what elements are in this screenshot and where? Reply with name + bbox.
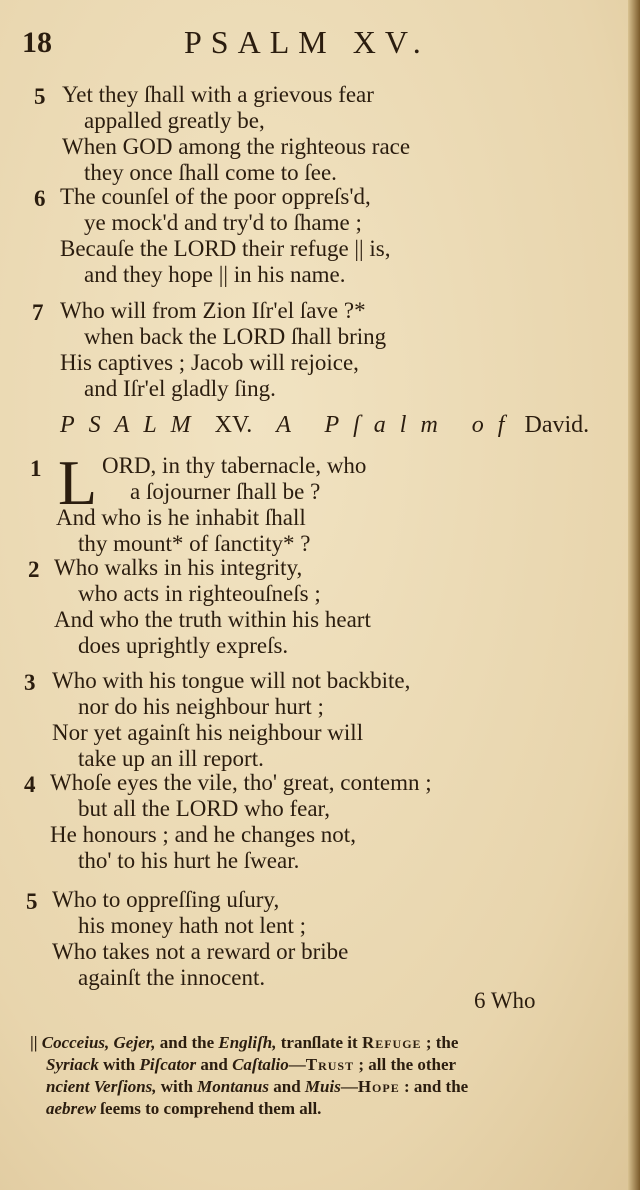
catchword: 6 Who [474, 988, 536, 1013]
psalm-heading-subtitle: A Pſalm of [276, 412, 519, 438]
verse-line: his money hath not lent ; [78, 913, 307, 938]
verse-line: nor do his neighbour hurt ; [78, 694, 324, 719]
verse-line: tho' to his hurt he ſwear. [78, 848, 300, 873]
verse-line: Who with his tongue will not backbite, [52, 668, 411, 693]
footnote-text: and [196, 1055, 233, 1074]
footnote-text: Cocceius, Gejer, [41, 1033, 156, 1052]
footnote-text: and [268, 1077, 305, 1096]
footnote-text: Refuge [361, 1033, 422, 1052]
footnote-line [46, 1098, 321, 1120]
verse-line: Who to oppreſſing uſury, [52, 887, 280, 912]
verse-line: they once ſhall come to ſee. [84, 160, 337, 185]
footnote-line [46, 1076, 468, 1098]
verse-line: who acts in righteouſneſs ; [78, 581, 321, 606]
footnote-text: with [98, 1055, 140, 1074]
verse-number: 2 [28, 557, 40, 582]
footnote-text: Hope [357, 1077, 400, 1096]
psalm-heading [60, 412, 589, 439]
verse-line: Becauſe the LORD their refuge || is, [60, 236, 391, 261]
verse-line: When GOD among the righteous race [62, 134, 411, 159]
verse-line: a ſojourner ſhall be ? [130, 479, 321, 504]
verse-line: and they hope || in his name. [84, 262, 346, 287]
verse-number: 5 [34, 84, 46, 109]
verse-line: And who is he inhabit ſhall [56, 505, 306, 530]
verse-line: take up an ill report. [78, 746, 264, 771]
page-edge [628, 0, 640, 1190]
verse-line: when back the LORD ſhall bring [84, 324, 387, 349]
verse-line: does uprightly expreſs. [78, 633, 289, 658]
footnote-line [46, 1054, 456, 1076]
verse-line: thy mount* of ſanctity* ? [78, 531, 311, 556]
verse-number: 3 [24, 670, 36, 695]
verse-number: 6 [34, 186, 46, 211]
verse-line: appalled greatly be, [84, 108, 265, 133]
verse-line: ORD, in thy tabernacle, who [102, 453, 367, 478]
verse-line: Who walks in his integrity, [54, 555, 303, 580]
verse-line: ye mock'd and try'd to ſhame ; [84, 210, 362, 235]
verse-line: The counſel of the poor oppreſs'd, [60, 184, 371, 209]
verse-line: He honours ; and he changes not, [50, 822, 356, 847]
footnote-text: ncient Verſions, [46, 1077, 157, 1096]
verse-line: Yet they ſhall with a grievous fear [62, 82, 374, 107]
footnote-text: with [156, 1077, 198, 1096]
footnote-text: ; the [421, 1033, 459, 1052]
verse-line: but all the LORD who fear, [78, 796, 331, 821]
verse-number: 1 [30, 456, 42, 481]
footnote-text: Syriack [46, 1055, 99, 1074]
verse-line: againſt the innocent. [78, 965, 266, 990]
psalm-heading-title: PSALM [60, 412, 205, 438]
verse-line: and Iſr'el gladly ſing. [84, 376, 276, 401]
footnote-text: — [340, 1077, 358, 1096]
footnote-text: Caſtalio [232, 1055, 289, 1074]
verse-line: Nor yet againſt his neighbour will [52, 720, 364, 745]
footnote-text: : and the [399, 1077, 469, 1096]
footnote-text: and the [155, 1033, 219, 1052]
verse-line: Who will from Zion Iſr'el ſave ?* [60, 298, 366, 323]
verse-number: 7 [32, 300, 44, 325]
page-number: 18 [22, 26, 52, 59]
footnote-text: aebrew [46, 1099, 97, 1118]
verse-line: And who the truth within his heart [54, 607, 371, 632]
verse-number: 4 [24, 772, 36, 797]
verse-line: Who takes not a reward or bribe [52, 939, 349, 964]
footnote-text: Engliſh, [218, 1033, 277, 1052]
footnote-text: Montanus [197, 1077, 269, 1096]
verse-line: His captives ; Jacob will rejoice, [60, 350, 359, 375]
verse-line: Whoſe eyes the vile, tho' great, contemn ; [50, 770, 432, 795]
footnote-text: ſeems to comprehend them all. [96, 1099, 322, 1118]
psalm-heading-author: David. [524, 412, 590, 438]
footnote-text: ; all the other [354, 1055, 457, 1074]
footnote-mark: || [30, 1033, 38, 1052]
footnote-text: Trust [305, 1055, 355, 1074]
drop-cap: L [58, 447, 98, 518]
footnote-text: Muis [304, 1077, 341, 1096]
footnote-text: Piſcator [139, 1055, 197, 1074]
running-title: PSALM XV. [184, 24, 430, 60]
footnote-text: tranſlate it [276, 1033, 362, 1052]
footnote-text: — [288, 1055, 306, 1074]
footnote-line [30, 1032, 458, 1054]
verse-number: 5 [26, 889, 38, 914]
psalm-heading-numeral: XV. [214, 412, 253, 438]
